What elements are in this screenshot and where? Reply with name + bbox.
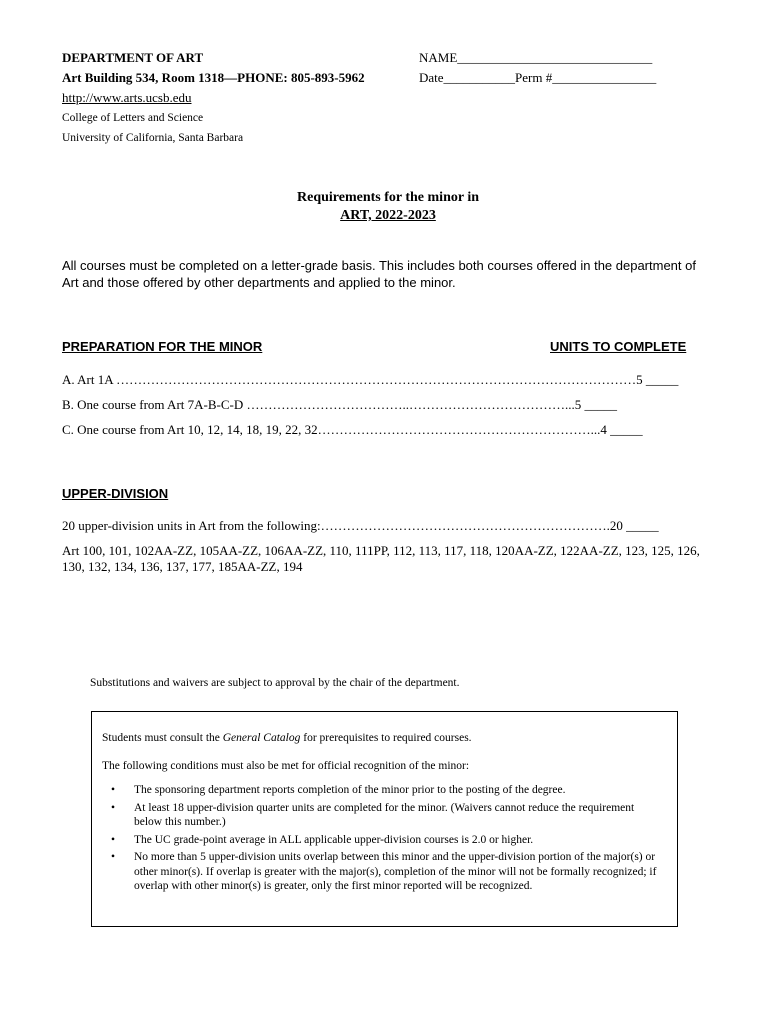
department-address: Art Building 534, Room 1318—PHONE: 805-893-5962 [62, 70, 365, 85]
conditions-list [102, 783, 662, 897]
condition-text: No more than 5 upper-division units overlap between this minor and the upper-division portion of the major(s) or other minor(s). If overlap is greater with the major(s), completion of the minor will not be formally recognized; if overlap with other minor(s) is greater, only the first minor reported will be recognized. [134, 851, 657, 892]
upper-division-course-list: Art 100, 101, 102AA-ZZ, 105AA-ZZ, 106AA-ZZ, 110, 111PP, 112, 113, 117, 118, 120AA-ZZ, 122AA-ZZ, 123, 125, 126, 130, 132, 134, 136, 137, 177, 185AA-ZZ, 194 [62, 543, 700, 574]
substitutions-note: Substitutions and waivers are subject to approval by the chair of the department. [90, 677, 460, 689]
conditions-intro: The following conditions must also be met for official recognition of the minor: [102, 760, 470, 772]
list-item [102, 833, 662, 848]
list-item [102, 801, 662, 830]
page-title [0, 189, 770, 225]
college-name: College of Letters and Science [62, 112, 204, 124]
department-header [62, 48, 402, 148]
bullet-icon: • [111, 833, 116, 846]
general-catalog-title: General Catalog [222, 732, 301, 744]
title-line-2: ART, 2022-2023 [340, 208, 436, 223]
title-line-1: Requirements for the minor in [297, 190, 479, 205]
preparation-heading: PREPARATION FOR THE MINOR [62, 339, 263, 354]
condition-text: The UC grade-point average in ALL applicable upper-division courses is 2.0 or higher. [134, 833, 534, 846]
condition-text: At least 18 upper-division quarter units are completed for the minor. (Waivers cannot reduce the requirement below this number.) [134, 801, 635, 828]
requirement-a: A. Art 1A …………………………………………………………………………………………………………5 _____ [62, 372, 679, 387]
student-info-fields [419, 48, 689, 88]
condition-text: The sponsoring department reports completion of the minor prior to the posting of the degree. [134, 784, 566, 796]
bullet-icon: • [111, 801, 116, 814]
catalog-note-post: for prerequisites to required courses. [300, 732, 472, 744]
department-name: DEPARTMENT OF ART [62, 50, 204, 65]
university-name: University of California, Santa Barbara [62, 132, 244, 144]
date-perm-field[interactable]: Date___________Perm #________________ [419, 70, 657, 85]
catalog-note-pre: Students must consult the [102, 732, 223, 744]
requirement-c: C. One course from Art 10, 12, 14, 18, 19, 22, 32………………………………………………………...4 _____ [62, 422, 643, 437]
upper-division-heading: UPPER-DIVISION [62, 486, 169, 501]
requirement-b: B. One course from Art 7A-B-C-D ………………………………..………………………………...5 _____ [62, 397, 617, 412]
bullet-icon: • [111, 784, 116, 796]
upper-division-units: 20 upper-division units in Art from the following:………………………………………………………….20 _____ [62, 518, 659, 533]
units-heading: UNITS TO COMPLETE [550, 339, 687, 354]
list-item [102, 850, 662, 894]
conditions-box [91, 711, 678, 927]
catalog-note [102, 732, 472, 744]
name-field[interactable]: NAME______________________________ [419, 50, 653, 65]
list-item [102, 783, 662, 798]
intro-paragraph: All courses must be completed on a letter-grade basis. This includes both courses offered in the department of Art and those offered by other departments and applied to the minor. [62, 258, 696, 290]
bullet-icon: • [111, 851, 116, 863]
department-url-link[interactable]: http://www.arts.ucsb.edu [62, 90, 192, 105]
